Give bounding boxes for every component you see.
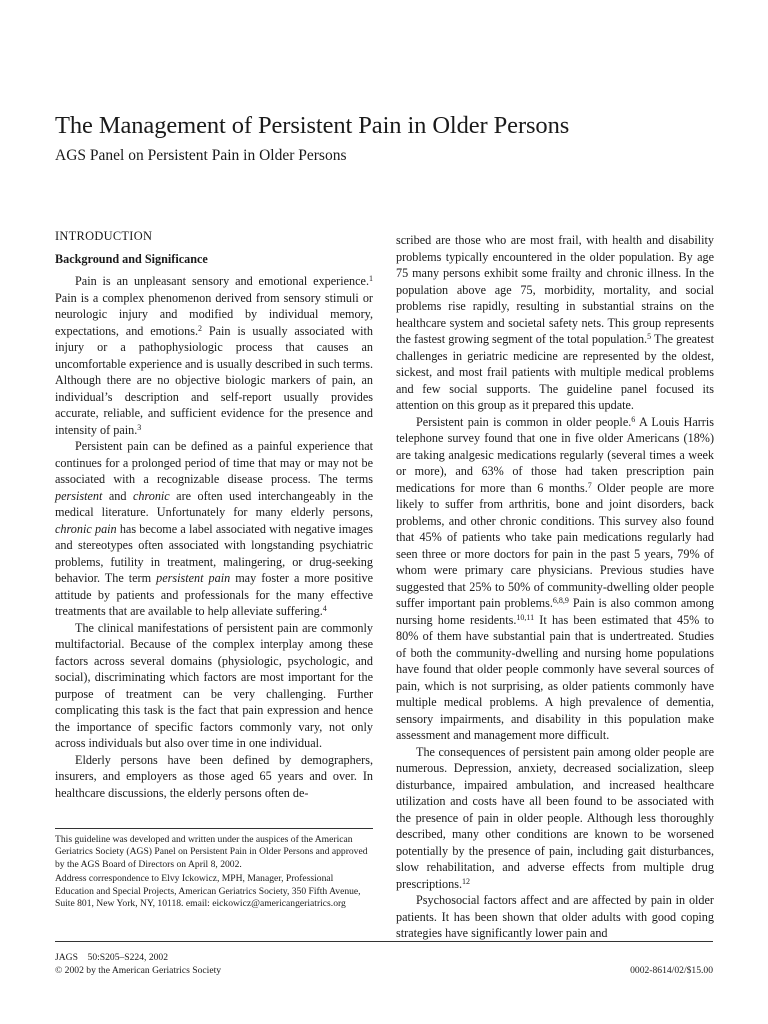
journal-citation bbox=[55, 952, 221, 977]
journal-info: JAGS 50:S205–S224, 2002 bbox=[55, 952, 169, 963]
issn-code: 0002-8614/02/$15.00 bbox=[630, 965, 713, 976]
reference: 2 bbox=[198, 323, 202, 333]
paragraph: Elderly persons have been defined by demographers, insurers, and employers as those aged 65 years and over. In healthcare discussions, the elderly persons often de- bbox=[55, 752, 373, 800]
footnote-text: This guideline was developed and written under the auspices of the American Geriatrics Society (AGS) Panel on Persistent Pain in Older Persons and approved by the AGS Board of Directors on April 8, 2002. bbox=[55, 834, 368, 870]
footer-divider bbox=[55, 941, 713, 942]
footnote-divider bbox=[55, 828, 373, 829]
reference: 3 bbox=[137, 422, 142, 432]
section-heading: INTRODUCTION bbox=[55, 229, 153, 243]
reference: 6 bbox=[631, 414, 636, 424]
article-title: The Management of Persistent Pain in Older Persons bbox=[55, 112, 570, 139]
reference: 12 bbox=[462, 876, 471, 886]
reference: 4 bbox=[322, 604, 327, 613]
reference: 10,11 bbox=[516, 612, 535, 622]
right-column bbox=[396, 232, 714, 942]
reference: 5 bbox=[647, 332, 652, 341]
paragraph: scribed are those who are most frail, with health and disability problems typically encountered in the older population. By age 75 many persons exhibit some frailty and chronic illness. In the population above age 75, morbidity, mortality, and social problems rise rapidly, resulting in substantial strains on the healthcare system and societal safety nets. This group represents the fastest growing segment of the total population.$^5$ The greatest challenges in geriatric medicine are represented by the oldest, sickest, and most frail patients with multiple medical problems and few social supports. The guideline panel focused its attention on this group as it prepared this update. bbox=[396, 233, 715, 412]
left-column bbox=[55, 228, 373, 801]
footnote bbox=[55, 834, 373, 912]
paragraph: Psychosocial factors affect and are affected by pain in older patients. It has been shown that older adults with good coping strategies have significantly lower pain and bbox=[396, 893, 714, 940]
reference: 6,8,9 bbox=[552, 596, 569, 605]
article-subtitle: AGS Panel on Persistent Pain in Older Persons bbox=[55, 147, 347, 164]
copyright-notice: © 2002 by the American Geriatrics Society bbox=[55, 964, 222, 976]
section-subheading: Background and Significance bbox=[55, 251, 208, 266]
paragraph: Pain is an unpleasant sensory and emotional experience.$^1$ Pain is a complex phenomenon derived from sensory stimuli or neurologic injury and modified by individual memory, expectations, and emotions.$^2$ Pain is usually associated with injury or a pathophysiologic process that causes an uncomfortable experience and is usually described in such terms. Although there are no objective biologic markers of pain, an individual’s description and self-report usually provides accurate, reliable, and sufficient evidence for the presence and intensity of pain.$^3$ bbox=[55, 274, 373, 437]
paragraph: Persistent pain can be defined as a painful experience that continues for a prolonged period of time that may or may not be associated with a recognizable disease process. The terms persistent and chronic are often used interchangeably in the medical literature. Unfortunately for many elderly persons, chronic pain has become a label associated with negative images and stereotypes often associated with longstanding psychiatric problems, futility in treatment, malingering, or drug-seeking behavior. The term persistent pain may foster a more positive attitude by patients and professionals for the many effective treatments that are available to help alleviate suffering.$^4$ bbox=[55, 439, 374, 618]
reference: 7 bbox=[587, 480, 592, 490]
paragraph: The consequences of persistent pain among older people are numerous. Depression, anxiety, decreased socialization, sleep disturbance, impaired ambulation, and increased healthcare utilization and costs have all been found to be associated with the presence of pain in older people. Although less thoroughly described, many other conditions are known to be worsened potentially by the presence of pain, including gait disturbances, slow rehabilitation, and adverse effects from multiple drug prescriptions.$^{12}$ bbox=[396, 744, 714, 891]
paragraph: Persistent pain is common in older people.$^6$ A Louis Harris telephone survey found that one in five older Americans (18%) are taking analgesic medications regularly (several times a week or more), and 63% of those had taken prescription pain medications for more than 6 months.$^7$ Older people are more likely to suffer from arthritis, bone and joint disorders, back problems, and other chronic conditions. This survey also found that 45% of patients who take pain medications regularly had seen three or more doctors for pain in the past 5 years, 79% of whom were primary care physicians. Previous studies have suggested that 25% to 50% of community-dwelling older people suffer important pain problems.$^{6,8,9}$ Pain is also common among nursing home residents.$^{10,11}$ It has been estimated that 45% to 80% of them have substantial pain that is undertreated. Studies of both the community-dwelling and nursing home populations have found that older people commonly have several sources of pain, which is not surprising, as older patients commonly have multiple medical problems. A high prevalence of dementia, sensory impairments, and disability in this population make assessment and management more difficult. bbox=[396, 414, 714, 742]
reference: 1 bbox=[369, 274, 373, 283]
correspondence-address: Address correspondence to Elvy Ickowicz, MPH, Manager, Professional Education and Special Projects, American Geriatrics Society, 350 Fifth Avenue, Suite 801, New York, NY, 10118. email: eickowicz@americangeriatrics.org bbox=[55, 873, 361, 910]
paragraph: The clinical manifestations of persistent pain are commonly multifactorial. Because of the complex interplay among these factors across several domains (physiologic, psychologic, and social), discriminating which factors are most important for the purpose of treatment can be very challenging. Further complicating this task is the fact that pain expression and hence the importance of specific factors commonly vary, not only across individuals but also over time in one individual. bbox=[55, 620, 373, 750]
